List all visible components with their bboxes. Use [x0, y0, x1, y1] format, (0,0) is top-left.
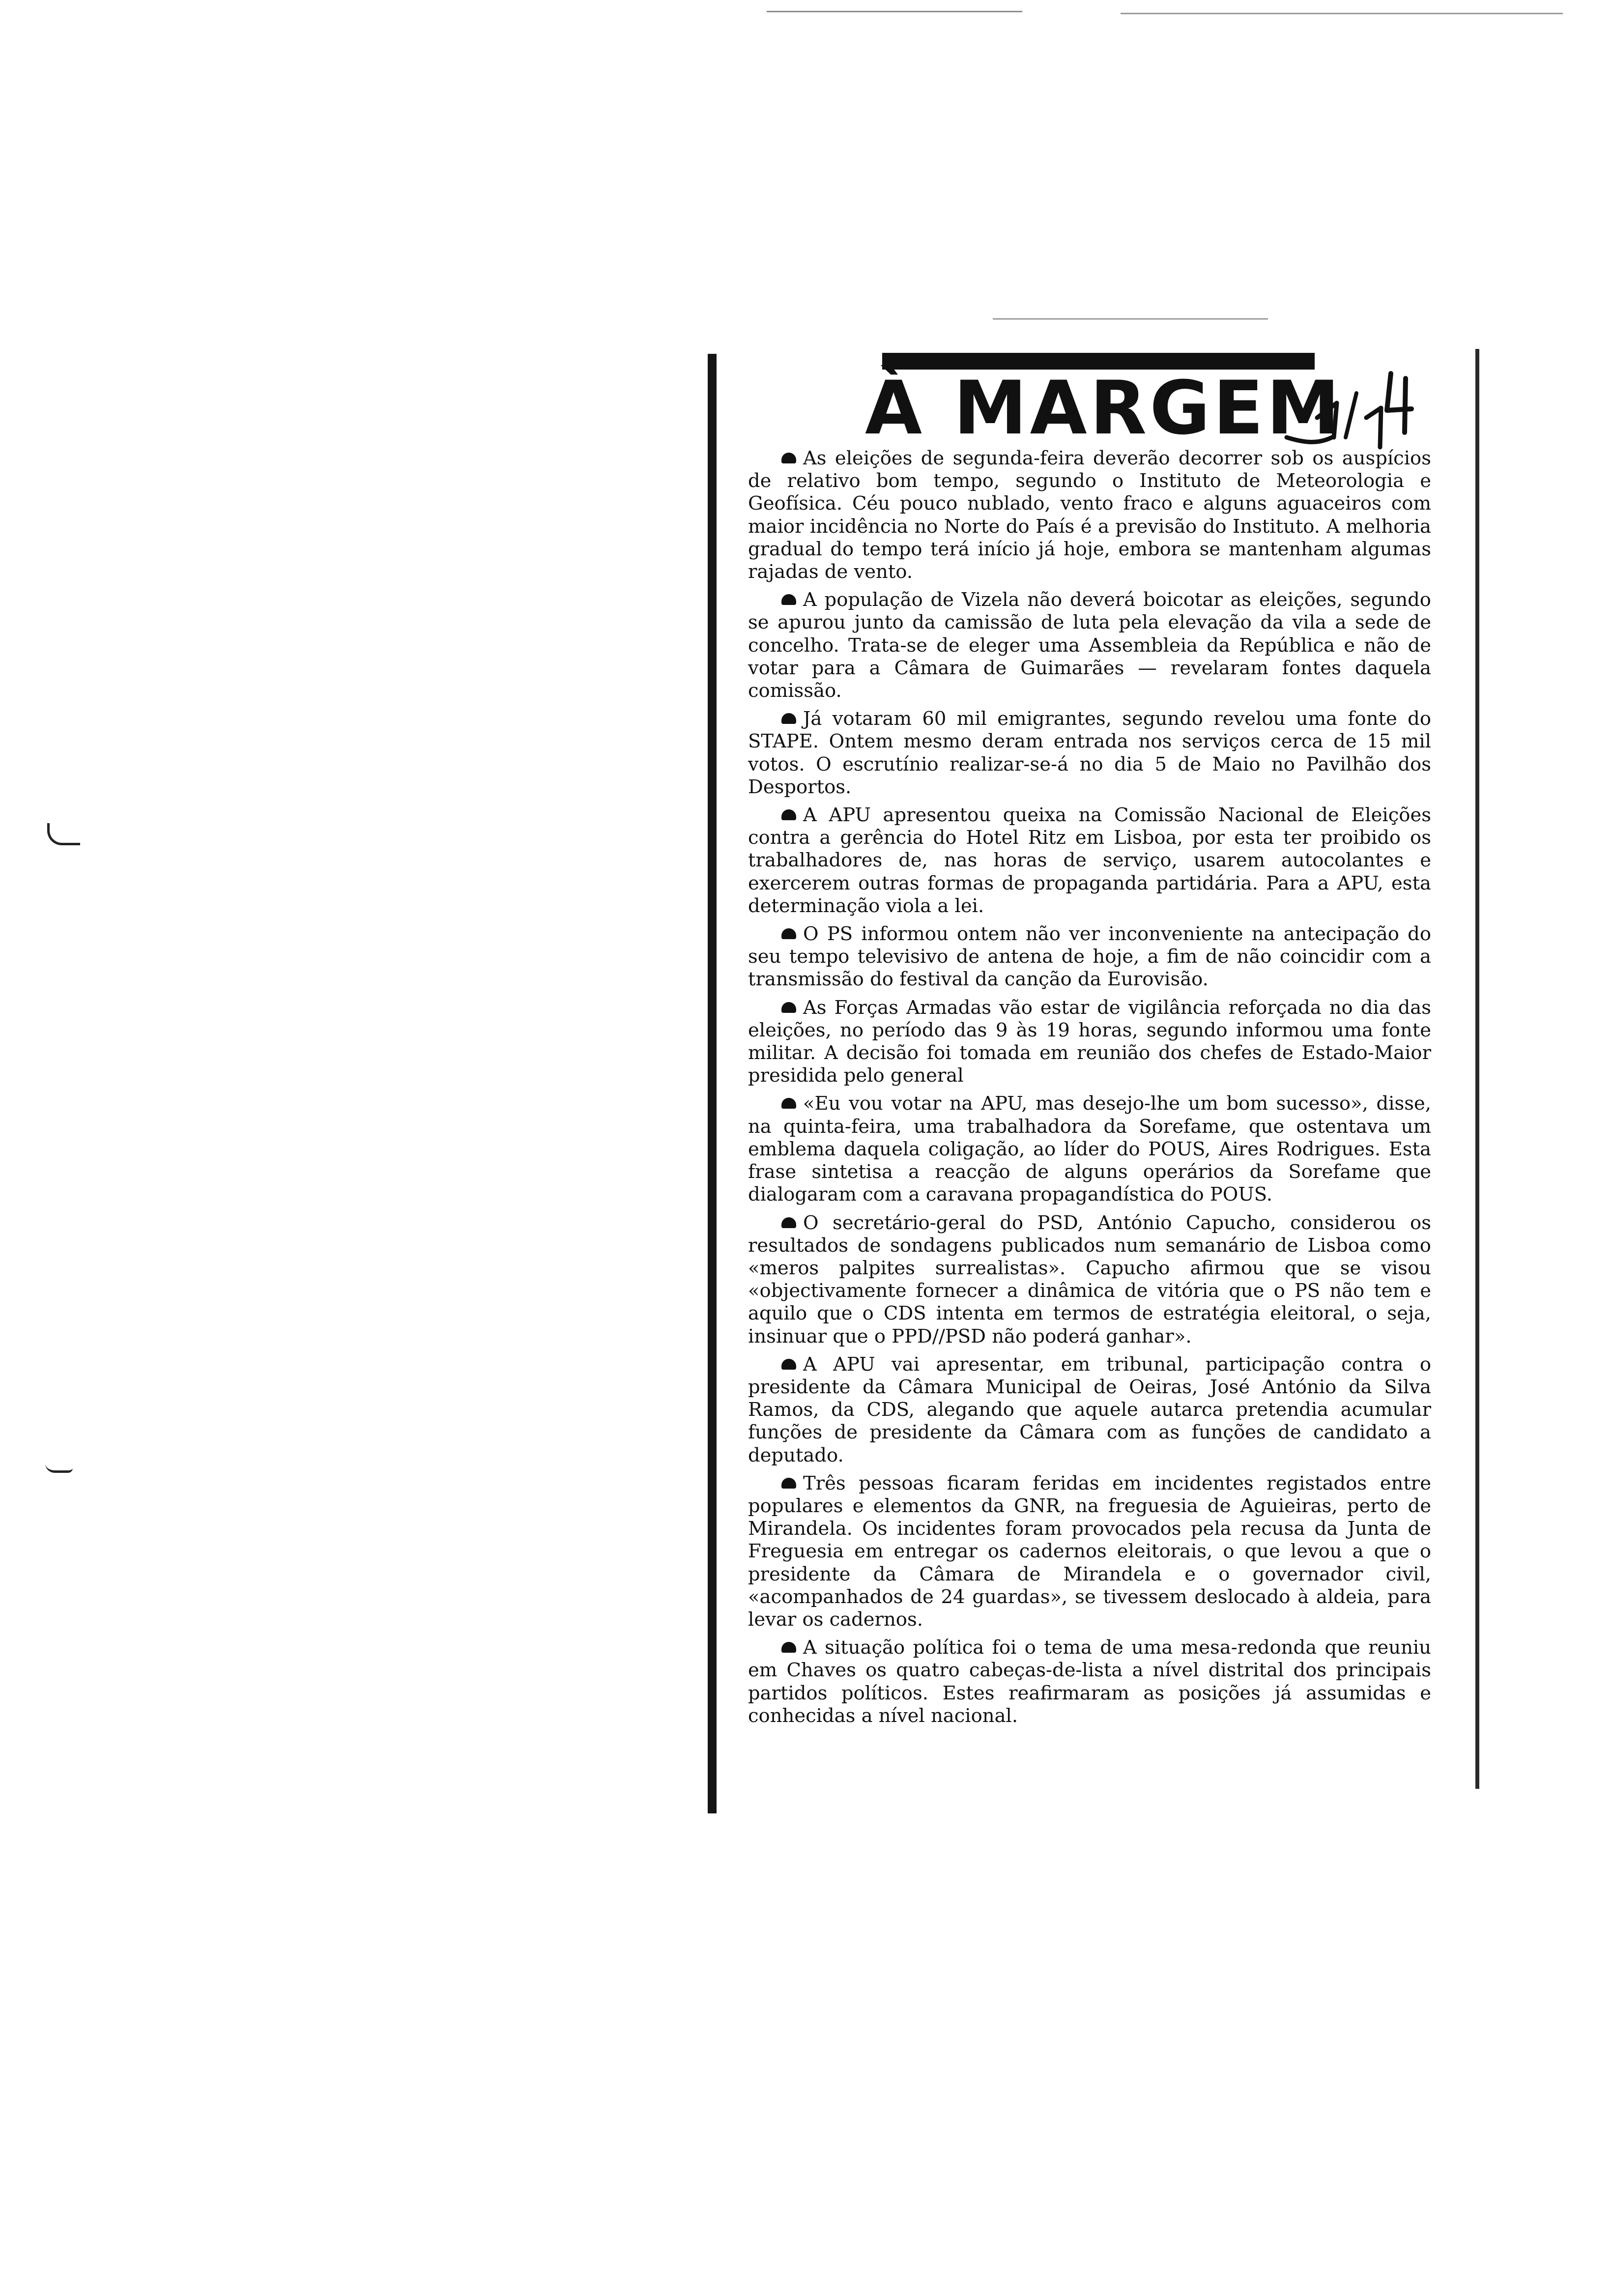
margin-pencil-mark — [47, 823, 80, 845]
news-item: A população de Vizela não deverá boicotar as eleições, segundo se apurou junto da camissão de luta pela elevação da vila a sede de concelho. Trata-se de eleger uma Assembleia da República e não de votar para a Câmara de Guimarães — revelaram fontes daquela comissão. — [748, 589, 1431, 702]
news-item: As eleições de segunda-feira deverão decorrer sob os auspícios de relativo bom tempo, segundo o Instituto de Meteorologia e Geofísica. Céu pouco nublado, vento fraco e alguns aguaceiros com maior incidência no Norte do País é a previsão do Instituto. A melhoria gradual do tempo terá início já hoje, embora se mantenham algumas rajadas de vento. — [748, 447, 1431, 583]
bullet-icon — [781, 453, 796, 463]
bullet-icon — [781, 1098, 796, 1109]
article-title: À MARGEM — [865, 366, 1343, 451]
bullet-icon — [781, 713, 796, 724]
news-item: Três pessoas ficaram feridas em incidentes registados entre populares e elementos da GNR, na freguesia de Aguieiras, perto de Mirandela. Os incidentes foram provocados pela recusa da Junta de Freguesia em entregar os cadernos eleitorais, o que levou a que o presidente da Câmara de Mirandela e o governador civil, «acompanhados de 24 guardas», se tivessem deslocado à aldeia, para levar os cadernos. — [748, 1472, 1431, 1631]
news-item: As Forças Armadas vão estar de vigilância reforçada no dia das eleições, no período das 9 às 19 horas, segundo informou uma fonte militar. A decisão foi tomada em reunião dos chefes de Estado-Maior presidida pelo general — [748, 996, 1431, 1087]
margin-pencil-mark — [45, 1464, 73, 1473]
scan-artifact-line — [1121, 13, 1563, 14]
bullet-icon — [781, 1359, 796, 1370]
bullet-icon — [781, 1642, 796, 1653]
news-item: O secretário-geral do PSD, António Capucho, considerou os resultados de sondagens publicados num semanário de Lisboa como «meros palpites surrealistas». Capucho afirmou que se visou «objectivamente fornecer a dinâmica de vitória que o PS não tem e aquilo que o CDS intenta em termos de estratégia eleitoral, o seja, insinuar que o PPD//PSD não poderá ganhar». — [748, 1211, 1431, 1348]
news-item: A APU vai apresentar, em tribunal, participação contra o presidente da Câmara Municipal de Oeiras, José António da Silva Ramos, da CDS, alegando que aquele autarca pretendia acumular funções de presidente da Câmara com as funções de candidato a deputado. — [748, 1353, 1431, 1466]
bullet-icon — [781, 809, 796, 820]
bullet-icon — [781, 1478, 796, 1489]
bullet-icon — [781, 594, 796, 605]
newspaper-clipping — [708, 344, 1479, 1823]
news-item: Já votaram 60 mil emigrantes, segundo revelou uma fonte do STAPE. Ontem mesmo deram entrada nos serviços cerca de 15 mil votos. O escrutínio realizar-se-á no dia 5 de Maio no Pavilhão dos Desportos. — [748, 708, 1431, 798]
scan-artifact-line — [767, 11, 1022, 12]
left-column-rule — [708, 354, 717, 1813]
bullet-icon — [781, 928, 796, 939]
news-item: O PS informou ontem não ver inconveniente na antecipação do seu tempo televisivo de antena de hoje, a fim de não coincidir com a transmissão do festival da canção da Eurovisão. — [748, 923, 1431, 991]
bullet-icon — [781, 1002, 796, 1013]
right-column-rule — [1475, 349, 1479, 1789]
bullet-icon — [781, 1217, 796, 1228]
scan-artifact-line — [993, 318, 1268, 319]
article-body — [748, 447, 1431, 1733]
news-item: A situação política foi o tema de uma mesa-redonda que reuniu em Chaves os quatro cabeças-de-lista a nível distrital dos principais partidos políticos. Estes reafirmaram as posições já assumidas e conhecidas a nível nacional. — [748, 1636, 1431, 1727]
news-item: «Eu vou votar na APU, mas desejo-lhe um bom sucesso», disse, na quinta-feira, uma trabalhadora da Sorefame, que ostentava um emblema daquela coligação, ao líder do POUS, Aires Rodrigues. Esta frase sintetisa a reacção de alguns operários da Sorefame que dialogaram com a caravana propagandística do POUS. — [748, 1092, 1431, 1206]
news-item: A APU apresentou queixa na Comissão Nacional de Eleições contra a gerência do Hotel Ritz em Lisboa, por esta ter proibido os trabalhadores de, nas horas de serviço, usarem autocolantes e exercerem outras formas de propaganda partidária. Para a APU, esta determinação viola a lei. — [748, 804, 1431, 917]
